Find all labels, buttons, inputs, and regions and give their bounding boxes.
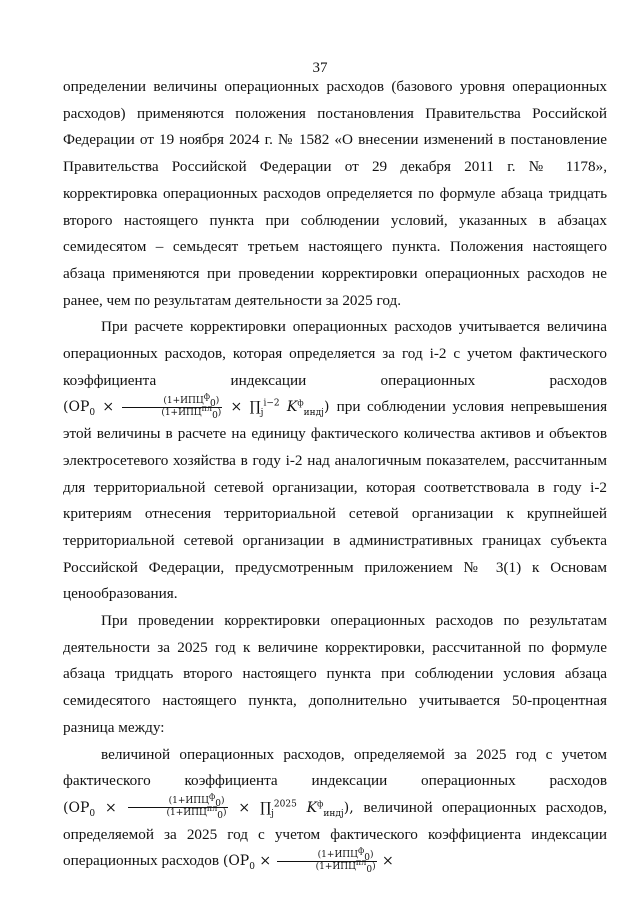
paragraph-3: При проведении корректировки операционных расходов по результатам деятельности за 2025 год к величине корректировки, рассчитанной по формуле абзаца тридцать второго настоящего пункта при соблюдении условия абзаца семидесятого настоящего пункта, дополнительно учитывается 50-процентная разница между: bbox=[63, 612, 607, 736]
paragraph-2-text-end: при соблюдении условия непревышения этой величины в расчете на единицу фактического количества активов и объектов электросетевого хозяйства в году i-2 над аналогичным показателем, рассчитанным для территориальной сетевой организации, которая соответствовала в году i-2 критериям отнесения территориальной сетевой организации к крупнейшей территориальной сетевой организации в административных границах субъекта Российской Федерации, предусмотренным приложением № 3(1) к Основам ценообразования. bbox=[63, 398, 608, 603]
page-number: 37 bbox=[312, 60, 328, 76]
cpi-ratio-fraction: $\frac{(1+ИПЦ^ф_0)}{(1+ИПЦ^{пл}_0)}$ bbox=[277, 850, 377, 873]
paragraph-2-text-start: При расчете корректировки операционных расходов учитывается величина операционных расходов, которая определяется за год i-2 с учетом фактического коэффициента индексации операционных расходов bbox=[63, 318, 607, 389]
formula-opex-2025-second: ($ОР_0$ × $\frac{(1+ИПЦ^ф_0)}{(1+ИПЦ^{пл}_0)}$ × bbox=[222, 845, 394, 875]
formula-opex-2025: ($ОР_0$ × $\frac{(1+ИПЦ^ф_0)}{(1+ИПЦ^{пл}_0)}$ × bbox=[63, 792, 251, 822]
document-body bbox=[63, 74, 607, 875]
paragraph-4 bbox=[63, 742, 607, 876]
cpi-ratio-fraction: $\frac{(1+ИПЦ^ф_0)}{(1+ИПЦ^{пл}_0)}$ bbox=[128, 796, 228, 819]
paragraph-1: определении величины операционных расходов (базового уровня операционных расходов) применяются положения постановления Правительства Российской Федерации от 19 ноября 2024 г. № 1582 «О внесении изменений в постановление Правительства Российской Федерации от 29 декабря 2011 г. № 1178», корректировка операционных расходов определяется по формуле абзаца тридцать второго настоящего пункта при соблюдении условий, указанных в абзацах семидесятом – семьдесят третьем настоящего пункта. Положения настоящего абзаца применяются при проведении корректировки операционных расходов не ранее, чем по результатам деятельности за 2025 год. bbox=[63, 78, 607, 309]
paragraph-4-text-end: величиной операционных расходов, определяемой за 2025 год с учетом фактического коэффициента индексации операционных расходов bbox=[63, 798, 608, 870]
formula-opex-i-2: ($ОР_0$ × $\frac{(1+ИПЦ^ф_0)}{(1+ИПЦ^{пл}_0)}$ × $\prod_j^{i-2}$ $K^ф_{индj}$) bbox=[63, 391, 330, 421]
cpi-ratio-fraction: $\frac{(1+ИПЦ^ф_0)}{(1+ИПЦ^{пл}_0)}$ bbox=[122, 396, 222, 419]
paragraph-4-text-start: величиной операционных расходов, определяемой за 2025 год с учетом фактического коэффициента индексации операционных расходов bbox=[63, 745, 607, 790]
paragraph-2 bbox=[63, 314, 607, 608]
formula-product-2025: $\prod_j^{2025}$ $K^ф_{индj}$), bbox=[259, 799, 354, 819]
